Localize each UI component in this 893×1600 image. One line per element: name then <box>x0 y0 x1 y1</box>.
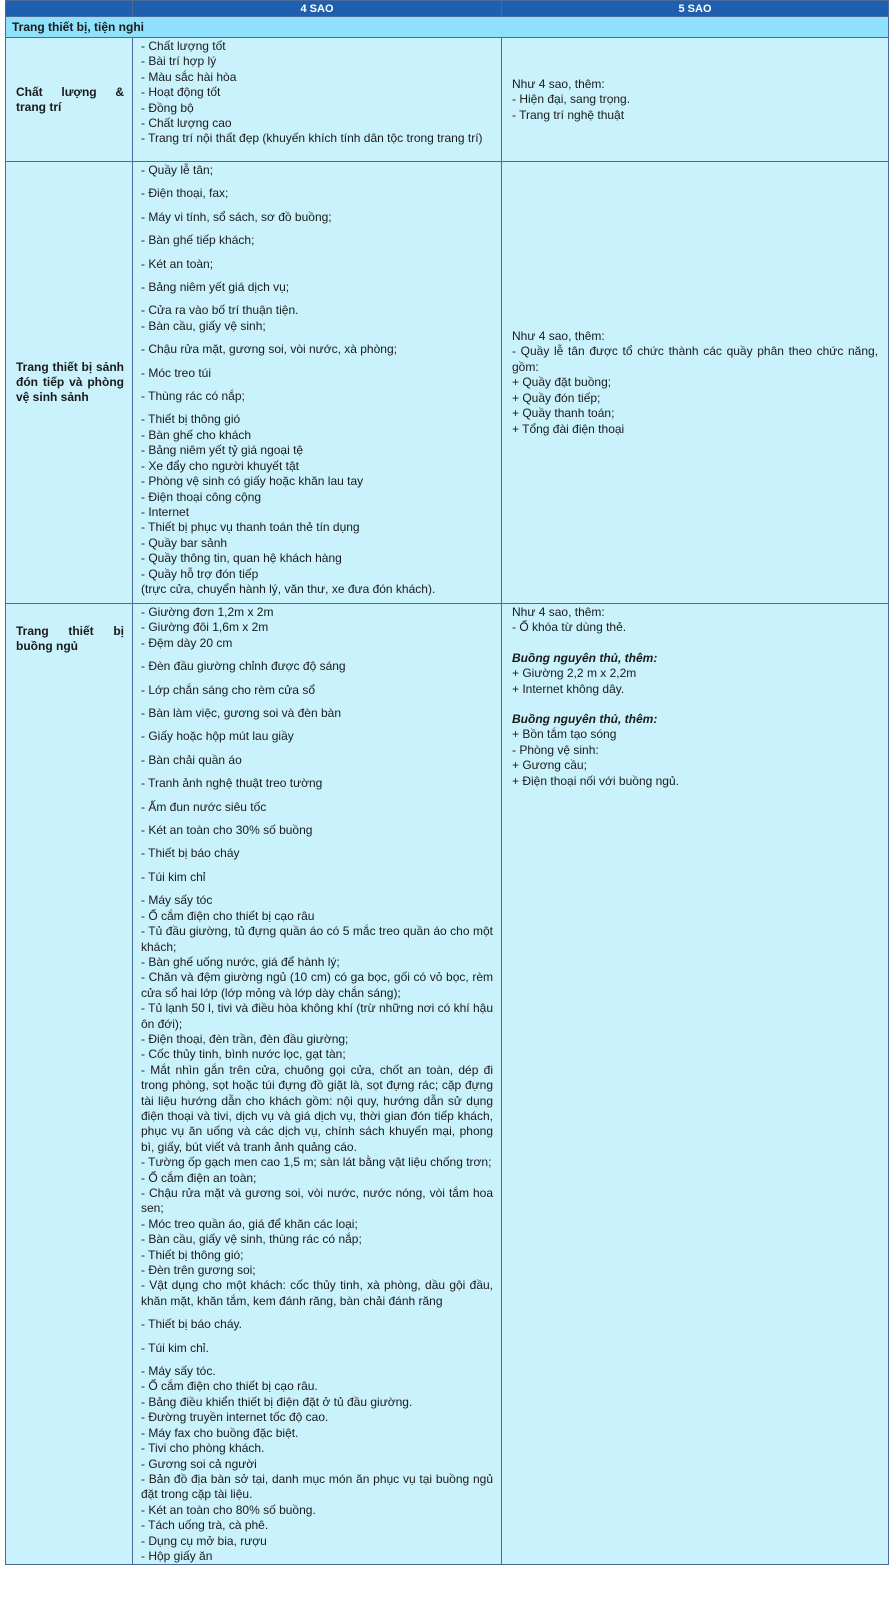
header-5-star: 5 SAO <box>502 1 889 17</box>
list-item: - Đèn trên gương soi; <box>141 1263 256 1278</box>
list-item: (trực cửa, chuyển hành lý, văn thư, xe đưa đón khách). <box>141 581 436 596</box>
list-item: - Thiết bị báo cháy. <box>141 1317 242 1332</box>
list-item: - Hộp giấy ăn <box>141 1548 213 1563</box>
list-item: - Cửa ra vào bố trí thuận tiện. <box>141 303 299 318</box>
list-item: - Chất lượng cao <box>141 116 232 131</box>
list-item: - Màu sắc hài hòa <box>141 69 237 84</box>
list-item: - Thiết bị báo cháy <box>141 846 240 861</box>
list-item: - Chậu rửa mặt và gương soi, vòi nước, nước nóng, vòi tắm hoa sen; <box>141 1186 493 1216</box>
spacer <box>512 697 878 712</box>
list-item: - Dụng cụ mở bia, rượu <box>141 1533 267 1548</box>
list-item: + Quầy đón tiếp; <box>512 390 601 405</box>
list-item: - Đồng bộ <box>141 100 194 115</box>
list-item: - Ổ cắm điện an toàn; <box>141 1170 257 1185</box>
list-item: - Ổ cắm điện cho thiết bị cạo râu <box>141 908 315 923</box>
list-item: - Giường đơn 1,2m x 2m <box>141 605 274 619</box>
list-item: - Thiết bị phục vụ thanh toán thẻ tín dụng <box>141 520 360 535</box>
list-item: - Hoạt động tốt <box>141 85 221 100</box>
list-item: - Bàn ghế cho khách <box>141 427 252 442</box>
list-item: - Quầy hỗ trợ đón tiếp <box>141 566 259 581</box>
list-item: Như 4 sao, thêm: <box>512 76 605 91</box>
list-item: - Quầy bar sảnh <box>141 535 228 550</box>
list-item: - Bàn cầu, giấy vệ sinh, thùng rác có nắp; <box>141 1232 362 1247</box>
list-item: - Máy fax cho buồng đặc biệt. <box>141 1425 299 1440</box>
list-item: - Trang trí nghệ thuật <box>512 107 625 122</box>
list-item: - Vật dụng cho một khách: cốc thủy tinh, xà phòng, dầu gội đầu, khăn mặt, khăn tắm, kem đánh răng, bàn chải đánh răng <box>141 1278 493 1308</box>
list-item: - Tủ đầu giường, tủ đựng quần áo có 5 mắc treo quần áo cho một khách; <box>141 924 493 954</box>
list-item: - Bàn cầu, giấy vệ sinh; <box>141 318 266 333</box>
list-item: - Gương soi cả người <box>141 1456 257 1471</box>
list-item: - Két an toàn cho 30% số buồng <box>141 823 313 838</box>
list-item: - Bàn chải quần áo <box>141 752 242 767</box>
list-item: - Bàn ghế tiếp khách; <box>141 233 255 248</box>
list-item: - Lớp chắn sáng cho rèm cửa sổ <box>141 682 315 697</box>
table-row <box>6 162 889 604</box>
list-item: - Móc treo túi <box>141 365 212 380</box>
list-item: - Bảng niêm yết giá dịch vụ; <box>141 280 290 295</box>
row-category: Trang thiết bị sảnh đón tiếp và phòng vệ sinh sảnh <box>6 162 133 604</box>
list-item: Như 4 sao, thêm: <box>512 605 605 619</box>
list-item: - Đường truyền internet tốc độ cao. <box>141 1410 329 1425</box>
list-item: - Tranh ảnh nghệ thuật treo tường <box>141 776 323 791</box>
list-item: - Đệm dày 20 cm <box>141 635 233 650</box>
list-item: - Tường ốp gạch men cao 1,5 m; sàn lát bằng vật liệu chống trơn; <box>141 1155 492 1170</box>
header-row <box>6 1 889 17</box>
list-item: - Máy sấy tóc. <box>141 1364 216 1379</box>
list-item: - Chăn và đệm giường ngủ (10 cm) có ga bọc, gối có vỏ bọc, rèm cửa sổ hai lớp (lớp mỏng và lớp dày chắn sáng); <box>141 970 493 1000</box>
list-item: Như 4 sao, thêm: <box>512 329 605 344</box>
list-item: - Hiện đại, sang trọng. <box>512 92 631 107</box>
list-item: - Túi kim chỉ. <box>141 1340 209 1355</box>
row-category: Trang thiết bị buồng ngủ <box>6 604 133 1565</box>
subsection-heading: Buồng nguyên thủ, thêm: <box>512 650 658 665</box>
list-item: - Bản đồ địa bàn sở tại, danh mục món ăn phục vụ tại buồng ngủ đặt trong cặp tài liệu. <box>141 1471 493 1502</box>
list-item: - Phòng vệ sinh có giấy hoặc khăn lau tay <box>141 474 364 489</box>
list-item: - Tivi cho phòng khách. <box>141 1441 265 1456</box>
five-star-cell <box>502 162 889 604</box>
list-item: - Bàn ghế uống nước, giá để hành lý; <box>141 954 340 969</box>
list-item: - Quầy lễ tân; <box>141 163 214 177</box>
header-4-star: 4 SAO <box>133 1 502 17</box>
list-item: - Bài trí hợp lý <box>141 54 217 69</box>
five-star-cell <box>502 38 889 162</box>
list-item: - Giấy hoặc hộp mút lau giầy <box>141 729 294 744</box>
table-row <box>6 604 889 1565</box>
list-item: - Ấm đun nước siêu tốc <box>141 799 267 814</box>
list-item: - Quầy thông tin, quan hệ khách hàng <box>141 551 342 566</box>
list-item: - Két an toàn cho 80% số buồng. <box>141 1502 316 1517</box>
list-item: - Xe đẩy cho người khuyết tật <box>141 458 299 473</box>
section-title: Trang thiết bị, tiện nghi <box>6 17 889 38</box>
four-star-cell <box>133 38 502 162</box>
list-item: - Thùng rác có nắp; <box>141 389 245 404</box>
list-item: - Thiết bị thông gió; <box>141 1247 244 1262</box>
list-item: - Móc treo quần áo, giá để khăn các loại; <box>141 1216 358 1231</box>
subsection-heading: Buồng nguyên thủ, thêm: <box>512 712 658 727</box>
list-item: - Chất lượng tốt <box>141 39 226 53</box>
spacer <box>512 636 878 651</box>
list-item: - Két an toàn; <box>141 256 214 271</box>
list-item: - Internet <box>141 504 190 519</box>
list-item: - Cốc thủy tinh, bình nước lọc, gạt tàn; <box>141 1047 346 1062</box>
list-item: - Quầy lễ tân được tổ chức thành các quầy phân theo chức năng, gồm: <box>512 344 878 374</box>
list-item: + Internet không dây. <box>512 681 625 696</box>
list-item: - Giường đôi 1,6m x 2m <box>141 620 269 635</box>
table-row <box>6 38 889 162</box>
list-item: - Mắt nhìn gắn trên cửa, chuông gọi cửa, chốt an toàn, dép đi trong phòng, sọt hoặc túi đựng đồ giặt là, sọt đựng rác; cặp đựng tài liệu hướng dẫn cho khách gồm: nội quy, hướng dẫn sử dụng điện thoại và tivi, dịch vụ và giá dịch vụ, thời gian đón tiếp khách, phục vụ ăn uống và các dịch vụ, chính sách khuyến mại, phong bì, giấy, bút viết và tranh ảnh quảng cáo. <box>141 1062 493 1154</box>
list-item: - Máy vi tính, sổ sách, sơ đồ buồng; <box>141 209 332 224</box>
list-item: + Gương cầu; <box>512 758 587 773</box>
list-item: + Quầy đặt buồng; <box>512 375 612 390</box>
list-item: - Bàn làm việc, gương soi và đèn bàn <box>141 706 342 721</box>
list-item: - Ổ khóa từ dùng thẻ. <box>512 620 627 635</box>
list-item: + Tổng đài điện thoại <box>512 421 625 436</box>
four-star-cell <box>133 162 502 604</box>
list-item: + Quầy thanh toán; <box>512 406 615 421</box>
list-item: - Điện thoại công cộng <box>141 489 262 504</box>
four-star-cell <box>133 604 502 1565</box>
list-item: - Thiết bị thông gió <box>141 412 241 427</box>
list-item: - Bảng điều khiển thiết bị điện đặt ở tủ đầu giường. <box>141 1394 413 1409</box>
list-item: - Tách uống trà, cà phê. <box>141 1518 269 1533</box>
list-item: - Trang trí nội thất đẹp (khuyến khích tính dân tộc trong trang trí) <box>141 131 483 146</box>
row-category: Chất lượng & trang trí <box>6 38 133 162</box>
list-item: - Điện thoại, fax; <box>141 186 229 201</box>
list-item: + Giường 2,2 m x 2,2m <box>512 666 637 681</box>
header-blank <box>6 1 133 17</box>
section-row <box>6 17 889 38</box>
list-item: - Bảng niêm yết tỷ giá ngoại tệ <box>141 443 304 458</box>
list-item: - Chậu rửa mặt, gương soi, vòi nước, xà phòng; <box>141 342 397 357</box>
list-item: - Máy sấy tóc <box>141 893 213 908</box>
list-item: - Ổ cắm điện cho thiết bị cạo râu. <box>141 1379 318 1394</box>
list-item: - Điện thoại, đèn trần, đèn đầu giường; <box>141 1031 349 1046</box>
list-item: + Bồn tắm tạo sóng <box>512 727 617 742</box>
list-item: - Phòng vệ sinh: <box>512 742 599 757</box>
five-star-cell <box>502 604 889 1565</box>
list-item: - Túi kim chỉ <box>141 869 206 884</box>
list-item: - Tủ lạnh 50 l, tivi và điều hòa không khí (trừ những nơi có khí hậu ôn đới); <box>141 1001 493 1031</box>
hotel-standards-table <box>5 0 889 1565</box>
list-item: + Điện thoại nối với buồng ngủ. <box>512 773 679 788</box>
list-item: - Đèn đầu giường chỉnh được độ sáng <box>141 659 346 674</box>
